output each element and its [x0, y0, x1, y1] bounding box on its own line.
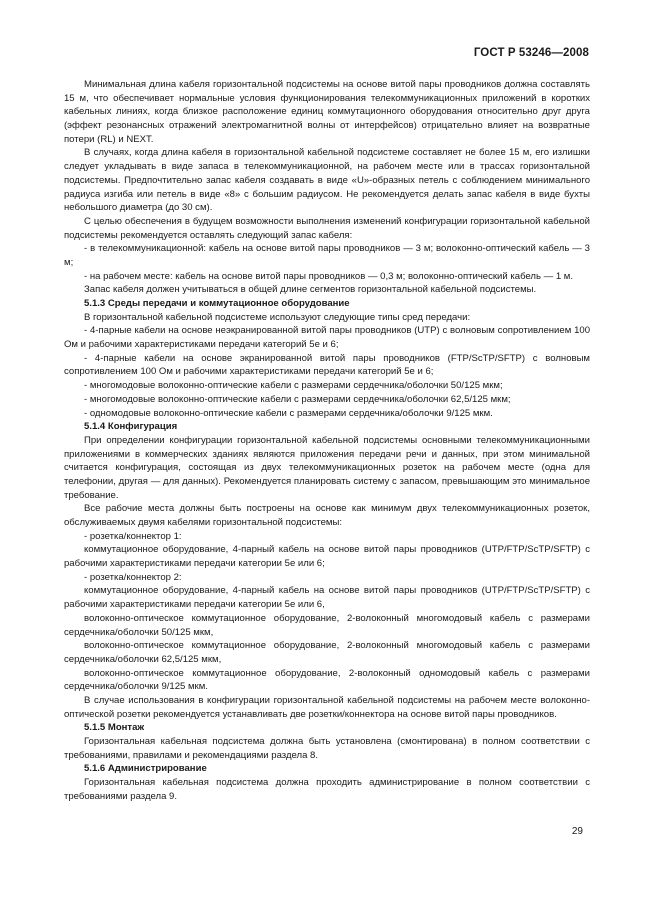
paragraph-outlet-2-sm-9: волоконно-оптическое коммутационное оборудование, 2-волоконный одномодовый кабель с размерами сердечника/оболочки 9/125 мкм.	[64, 667, 590, 693]
paragraph-config-min: При определении конфигурации горизонтальной кабельной подсистемы основными телекоммуникационными приложениями в коммерческих зданиях являются приложения передачи речи и данных, при этом минимальной считается конфигурация, состоящая из двух телекоммуникационных розеток на рабочем месте (одна для телефонии, другая — для данных). Рекомендуется планировать систему с запасом, превышающим это минимальное требование.	[64, 434, 590, 501]
paragraph-installation: Горизонтальная кабельная подсистема должна быть установлена (смонтирована) в полном соответствии с требованиями, правилами и рекомендациями раздела 8.	[64, 736, 590, 761]
page-number: 29	[571, 826, 583, 837]
paragraph-outlet-2-mm-50: волоконно-оптическое коммутационное оборудование, 2-волоконный многомодовый кабель с размерами сердечника/оболочки 50/125 мкм,	[64, 612, 590, 638]
list-item-sm-9: - одномодовые волоконно-оптические кабели с размерами сердечника/оболочки 9/125 мкм.	[84, 407, 493, 419]
document-number-header: ГОСТ Р 53246—2008	[473, 47, 589, 59]
list-item-workplace-reserve: - на рабочем месте: кабель на основе витой пары проводников — 0,3 м; волоконно-оптический кабель — 1 м.	[84, 270, 573, 282]
section-heading-5-1-3: 5.1.3 Среды передачи и коммутационное оборудование	[84, 298, 350, 309]
list-item-outlet-1: - розетка/коннектор 1:	[84, 530, 182, 542]
list-item-mm-50: - многомодовые волоконно-оптические кабели с размерами сердечника/оболочки 50/125 мкм;	[84, 380, 503, 392]
paragraph-fiber-outlet-note: В случае использования в конфигурации горизонтальной кабельной подсистемы на рабочем месте волоконно-оптической розетки рекомендуется устанавливать две розетки/коннектора на основе витой пары проводников.	[64, 694, 590, 720]
list-item-ftp: - 4-парные кабели на основе экранированной витой пары проводников (FTP/ScTP/SFTP) с волновым сопротивлением 100 Ом и рабочими характеристиками передачи категорий 5е и 6;	[64, 352, 590, 378]
paragraph-outlet-2-mm-62-5: волоконно-оптическое коммутационное оборудование, 2-волоконный многомодовый кабель с размерами сердечника/оболочки 62,5/125 мкм,	[64, 640, 590, 665]
section-heading-5-1-6: 5.1.6 Администрирование	[84, 763, 207, 775]
paragraph-cable-slack: В случаях, когда длина кабеля в горизонтальной кабельной подсистеме составляет не более 15 м, его излишки следует укладывать в виде запаса в телекоммуникационной, на рабочем месте или в трассах горизонтальной подсистемы. Предпочтительно запас кабеля создавать в виде «U»-образных петель с соблюдением минимального радиуса изгиба или петель в виде «8» с большим радиусом. Не рекомендуется делать запас кабеля в виде бухты небольшого диаметра (до 30 см).	[64, 147, 590, 214]
paragraph-reserve-total: Запас кабеля должен учитываться в общей длине сегментов горизонтальной кабельной подсистемы.	[84, 284, 537, 296]
paragraph-reserve-intro: С целью обеспечения в будущем возможности выполнения изменений конфигурации горизонтальной кабельной подсистемы рекомендуется оставлять следующий запас кабеля:	[64, 215, 590, 241]
paragraph-media-intro: В горизонтальной кабельной подсистеме используют следующие типы сред передачи:	[84, 311, 471, 323]
paragraph-administration: Горизонтальная кабельная подсистема должна проходить администрирование в полном соответствии с требованиями раздела 9.	[64, 777, 590, 802]
list-item-mm-62-5: - многомодовые волоконно-оптические кабели с размерами сердечника/оболочки 62,5/125 мкм;	[84, 393, 511, 405]
paragraph-workplace-outlets: Все рабочие места должны быть построены на основе как минимум двух телекоммуникационных розеток, обслуживаемых двумя кабелями горизонтальной подсистемы:	[64, 503, 590, 528]
paragraph-outlet-2-copper: коммутационное оборудование, 4-парный кабель на основе витой пары проводников (UTP/FTP/ScTP/SFTP) с рабочими характеристиками передачи категории 5е или 6,	[64, 585, 590, 611]
list-item-outlet-2: - розетка/коннектор 2:	[84, 571, 182, 583]
paragraph-min-cable-length: Минимальная длина кабеля горизонтальной подсистемы на основе витой пары проводников должна составлять 15 м, что обеспечивает нормальные условия функционирования телекоммуникационных приложений в коротких кабельных линиях, когда близкое расположение единиц коммутационного оборудования относительно друг друга (эффект резонансных отражений электромагнитной волны от интерфейсов) отрицательно влияет на возвратные потери (RL) и NEXT.	[64, 79, 590, 145]
paragraph-outlet-1-desc: коммутационное оборудование, 4-парный кабель на основе витой пары проводников (UTP/FTP/ScTP/SFTP) с рабочими характеристиками передачи категории 5е или 6;	[64, 544, 590, 570]
list-item-utp: - 4-парные кабели на основе неэкранированной витой пары проводников (UTP) с волновым сопротивлением 100 Ом и рабочими характеристиками передачи категорий 5е и 6;	[64, 325, 590, 351]
section-heading-5-1-4: 5.1.4 Конфигурация	[84, 421, 178, 433]
list-item-telecom-room-reserve: - в телекоммуникационной: кабель на основе витой пары проводников — 3 м; волоконно-оптический кабель — 3 м;	[64, 243, 590, 268]
document-body	[64, 78, 590, 803]
section-heading-5-1-5: 5.1.5 Монтаж	[84, 722, 145, 734]
